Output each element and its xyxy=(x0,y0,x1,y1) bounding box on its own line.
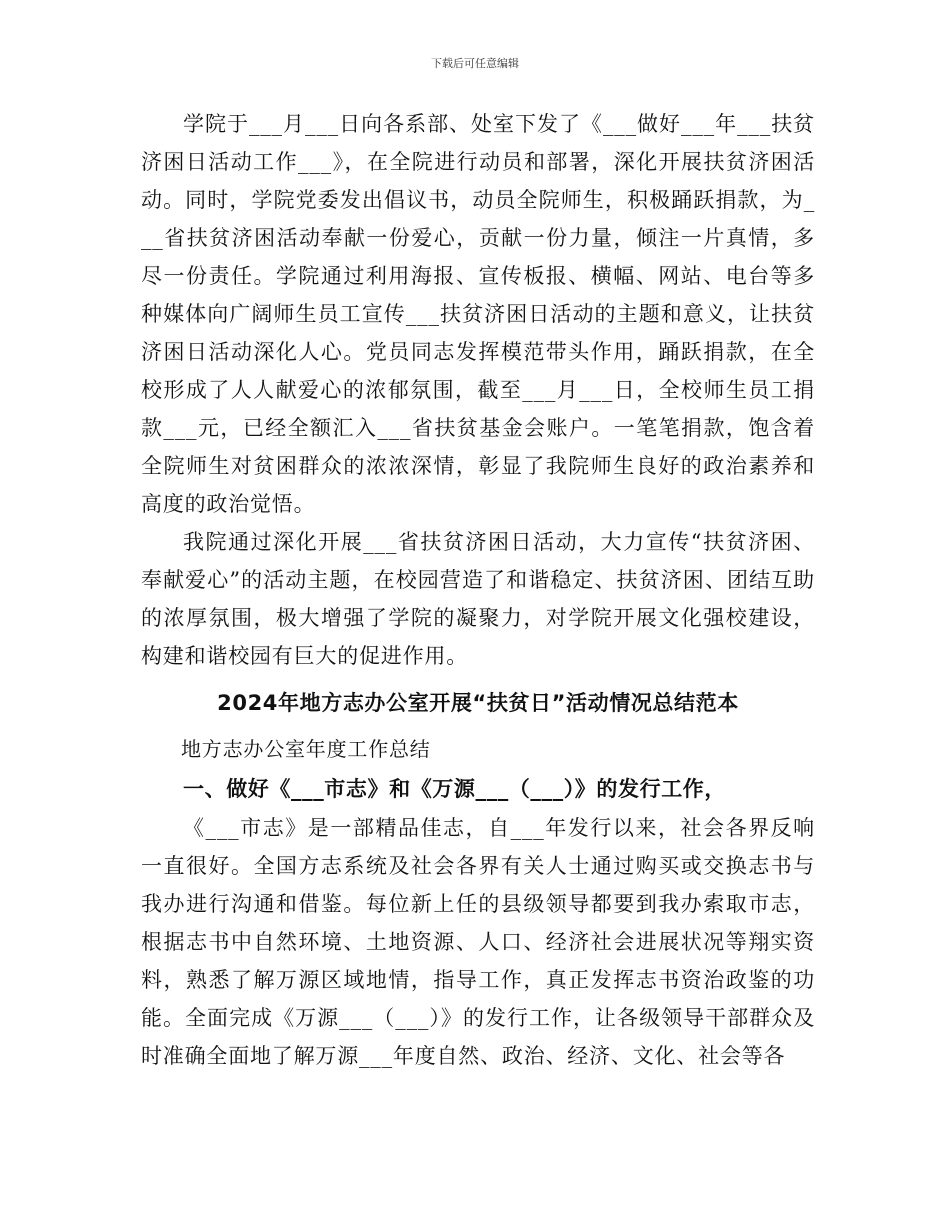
paragraph-donation-activity: 学院于___月___日向各系部、处室下发了《___做好___年___扶贫济困日活动工作___》，在全院进行动员和部署，深化开展扶贫济困活动。同时，学院党委发出倡议书，动员全院师生，积极踊跃捐款，为___省扶贫济困活动奉献一份爱心，贡献一份力量，倾注一片真情，多尽一份责任。学院通过利用海报、宣传板报、横幅、网站、电台等多种媒体向广阔师生员工宣传___扶贫济困日活动的主题和意义，让扶贫济困日活动深化人心。党员同志发挥模范带头作用，踊跃捐款，在全校形成了人人献爱心的浓郁氛围，截至___月___日，全校师生员工捐款___元，已经全额汇入___省扶贫基金会账户。一笔笔捐款，饱含着全院师生对贫困群众的浓浓深情，彰显了我院师生良好的政治素养和高度的政治觉悟。 xyxy=(141,112,815,516)
document-body xyxy=(141,105,815,1075)
paragraph-activity-impact: 我院通过深化开展___省扶贫济困日活动，大力宣传“扶贫济困、奉献爱心”的活动主题，在校园营造了和谐稳定、扶贫济困、团结互助的浓厚氛围，极大增强了学院的凝聚力，对学院开展文化强校建设，构建和谐校园有巨大的促进作用。 xyxy=(141,530,815,668)
document-subtitle: 地方志办公室年度工作总结 xyxy=(181,737,431,761)
section-heading-1: 一、做好《___市志》和《万源___（___）》的发行工作， xyxy=(183,777,726,801)
document-title: 2024年地方志办公室开展“扶贫日”活动情况总结范本 xyxy=(217,691,739,715)
page-header-note: 下载后可任意编辑 xyxy=(431,57,519,70)
section-1-body: 《___市志》是一部精品佳志，自___年发行以来，社会各界反响一直很好。全国方志系统及社会各界有关人士通过购买或交换志书与我办进行沟通和借鉴。每位新上任的县级领导都要到我办索取市志，根据志书中自然环境、土地资源、人口、经济社会进展状况等翔实资料，熟悉了解万源区域地情，指导工作，真正发挥志书资治政鉴的功能。全面完成《万源___（___）》的发行工作，让各级领导干部群众及时准确全面地了解万源___年度自然、政治、经济、文化、社会等各 xyxy=(141,816,815,1068)
